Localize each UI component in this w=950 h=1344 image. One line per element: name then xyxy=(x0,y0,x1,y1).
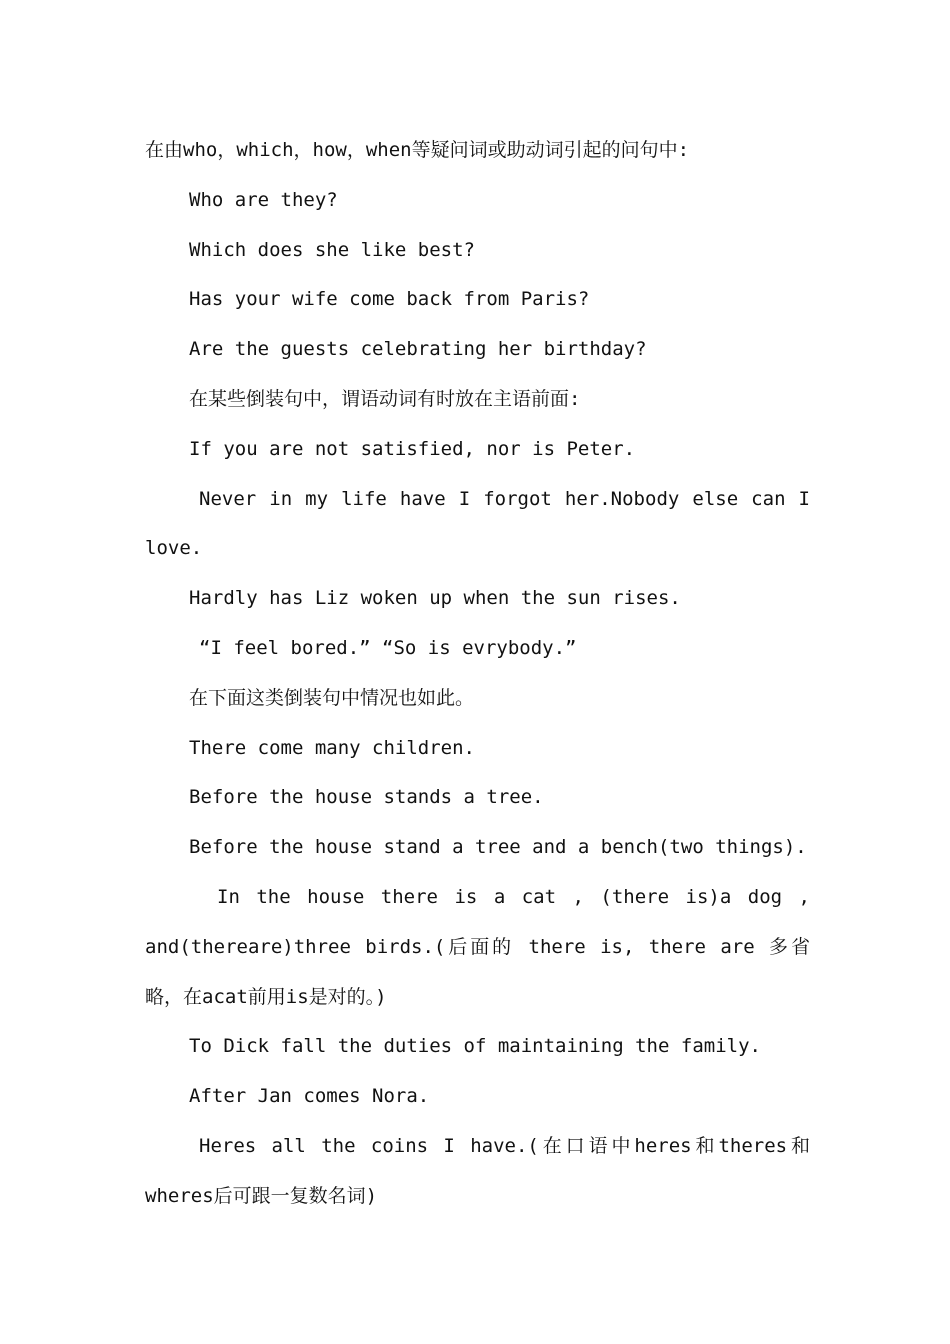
paragraph-line: 在某些倒装句中，谓语动词有时放在主语前面: xyxy=(189,387,581,410)
example-sentence: Hardly has Liz woken up when the sun rises. xyxy=(189,587,681,610)
example-sentence: Never in my life have I forgot her.Nobody else can I xyxy=(199,487,810,510)
example-sentence: Before the house stand a tree and a bench(two things). xyxy=(189,836,807,859)
example-sentence: Has your wife come back from Paris? xyxy=(189,288,590,311)
example-sentence-continuation: wheres后可跟一复数名词) xyxy=(145,1184,378,1207)
paragraph-line: 在由who，which，how，when等疑问词或助动词引起的问句中: xyxy=(145,139,690,161)
example-sentence: Who are they? xyxy=(189,188,338,211)
example-sentence-continuation: 略，在acat前用is是对的。) xyxy=(145,985,387,1008)
example-sentence: “I feel bored.” “So is evrybody.” xyxy=(199,636,577,659)
example-sentence: If you are not satisfied, nor is Peter. xyxy=(189,437,636,460)
example-sentence: After Jan comes Nora. xyxy=(189,1085,430,1108)
example-sentence: To Dick fall the duties of maintaining the family. xyxy=(189,1035,761,1058)
document-body xyxy=(145,126,810,1222)
example-sentence: Are the guests celebrating her birthday? xyxy=(189,338,647,361)
example-sentence: There come many children. xyxy=(189,736,475,759)
example-sentence-continuation: love. xyxy=(145,537,203,560)
example-sentence-continuation: and(thereare)three birds.(后面的 there is, there are 多省 xyxy=(145,935,810,958)
example-sentence: Which does she like best? xyxy=(189,238,475,261)
paragraph-line: 在下面这类倒装句中情况也如此。 xyxy=(189,686,475,709)
example-sentence: Before the house stands a tree. xyxy=(189,786,544,809)
example-sentence: Heres all the coins I have.(在口语中heres和theres和 xyxy=(199,1134,810,1157)
example-sentence: In the house there is a cat , (there is)a dog , xyxy=(217,885,810,908)
